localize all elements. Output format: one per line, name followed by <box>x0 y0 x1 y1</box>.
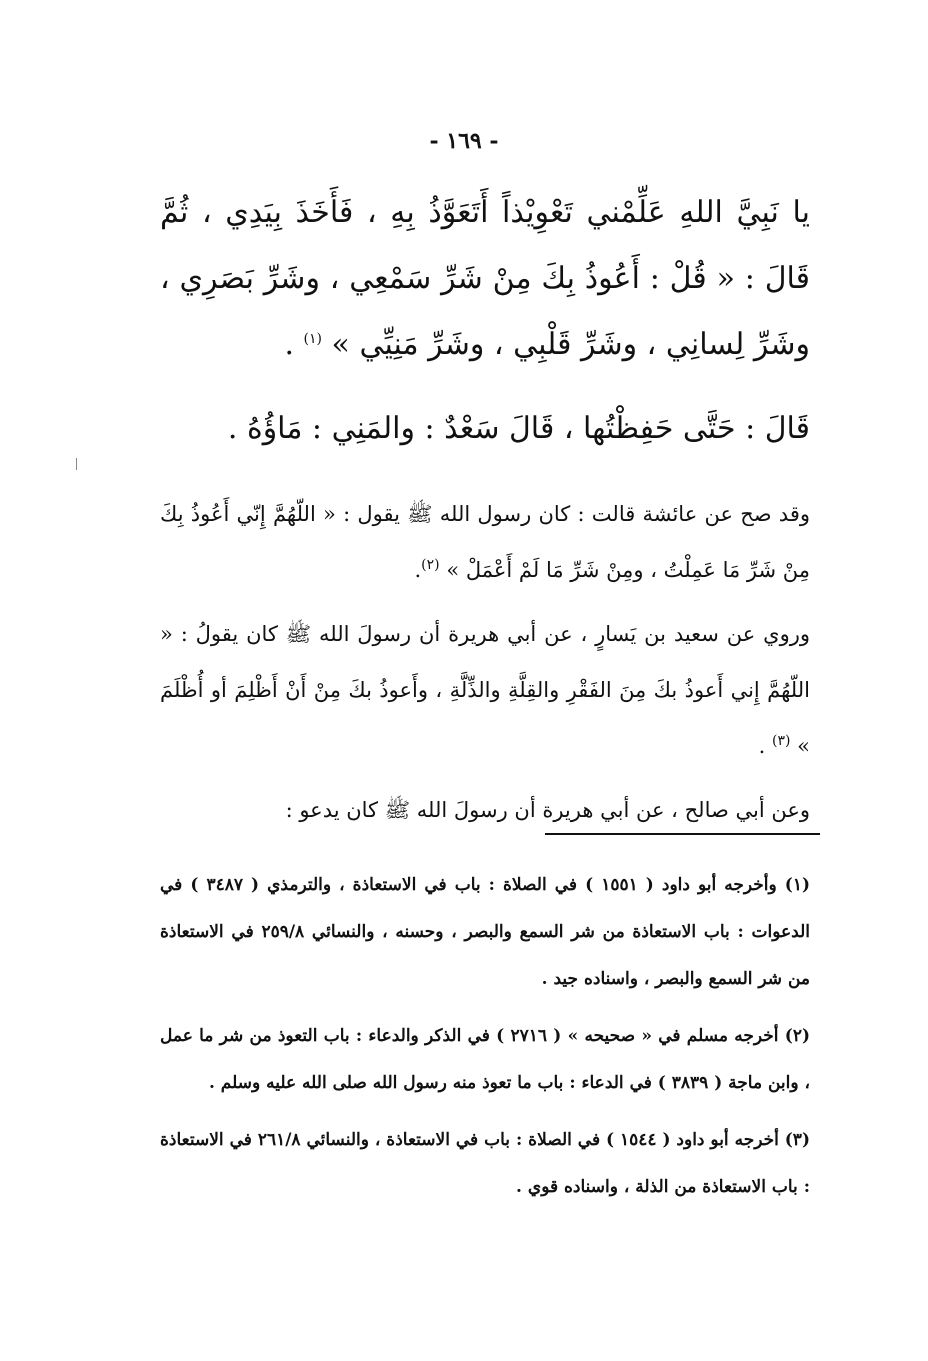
footnote-ref-2: (٢) <box>421 557 440 573</box>
main-text <box>160 180 810 838</box>
paragraph-text: وعن أبي صالح ، عن أبي هريرة أن رسولَ الله ﷺ كان يدعو : <box>285 798 810 822</box>
hadith-paragraph-1 <box>160 180 810 378</box>
footnote-ref-3: (٣) <box>771 733 791 749</box>
footnote-separator <box>545 833 820 835</box>
hadith-paragraph-4 <box>160 606 810 774</box>
paragraph-tail: . <box>284 327 304 362</box>
footnote-1: (١) وأخرجه أبو داود ( ١٥٥١ ) في الصلاة : باب في الاستعاذة ، والترمذي ( ٣٤٨٧ ) في الدعوات : باب الاستعاذة من شر السمع والبصر ، وحسنه ، والنسائي ٢٥٩/٨ في الاستعاذة من شر السمع والبصر ، واسناده جيد . <box>160 875 811 989</box>
footnote-3: (٣) أخرجه أبو داود ( ١٥٤٤ ) في الصلاة : باب في الاستعاذة ، والنسائي ٢٦١/٨ في الاستعاذة : باب الاستعاذة من الذلة ، واسناده قوي . <box>160 1130 810 1197</box>
footnotes <box>160 862 810 1221</box>
paragraph-tail: . <box>758 734 772 758</box>
hadith-paragraph-2 <box>160 396 810 462</box>
paragraph-text: يا نَبِيَّ اللهِ عَلِّمْني تَعْوِيْذاً أَتَعَوَّذُ بِهِ ، فَأَخَذَ بِيَدِي ، ثُمَّ قَالَ : « قُلْ : أَعُوذُ بِكَ مِنْ شَرِّ سَمْعِي ، وشَرِّ بَصَرِي ، وشَرِّ لِسانِي ، وشَرِّ قَلْبِي ، وشَرِّ مَنِيِّي » <box>160 195 810 362</box>
page-number: - ١٦٩ - <box>429 128 499 154</box>
footnote-2: (٢) أخرجه مسلم في « صحيحه » ( ٢٧١٦ ) في الذكر والدعاء : باب التعوذ من شر ما عمل ، وابن ماجة ( ٣٨٣٩ ) في الدعاء : باب ما تعوذ منه رسول الله صلى الله عليه وسلم . <box>160 1026 810 1093</box>
paragraph-text: وروي عن سعيد بن يَسارٍ ، عن أبي هريرة أن رسولَ الله ﷺ كان يقولُ : « اللّهُمَّ إِني أَعوذُ بكَ مِنَ الفَقْرِ والقِلَّةِ والذِّلَّةِ ، وأَعوذُ بكَ مِنْ أَنْ أَظْلِمَ أو أُظْلَمَ » <box>160 622 810 758</box>
hadith-paragraph-3 <box>160 486 810 598</box>
footnote-ref-1: (١) <box>303 331 322 347</box>
scan-artifact <box>76 458 77 470</box>
hadith-paragraph-5 <box>160 782 810 838</box>
paragraph-tail: . <box>414 558 422 582</box>
paragraph-text: وقد صح عن عائشة قالت : كان رسول الله ﷺ يقول : « اللّهُمَّ إِنّي أَعُوذُ بِكَ مِنْ شَرِّ مَا عَمِلْتُ ، ومِنْ شَرِّ مَا لَمْ أَعْمَلْ » <box>160 502 810 582</box>
paragraph-text: قَالَ : حَتَّى حَفِظْتُها ، قَالَ سَعْدٌ : والمَنِي : مَاؤُهُ . <box>227 411 810 446</box>
